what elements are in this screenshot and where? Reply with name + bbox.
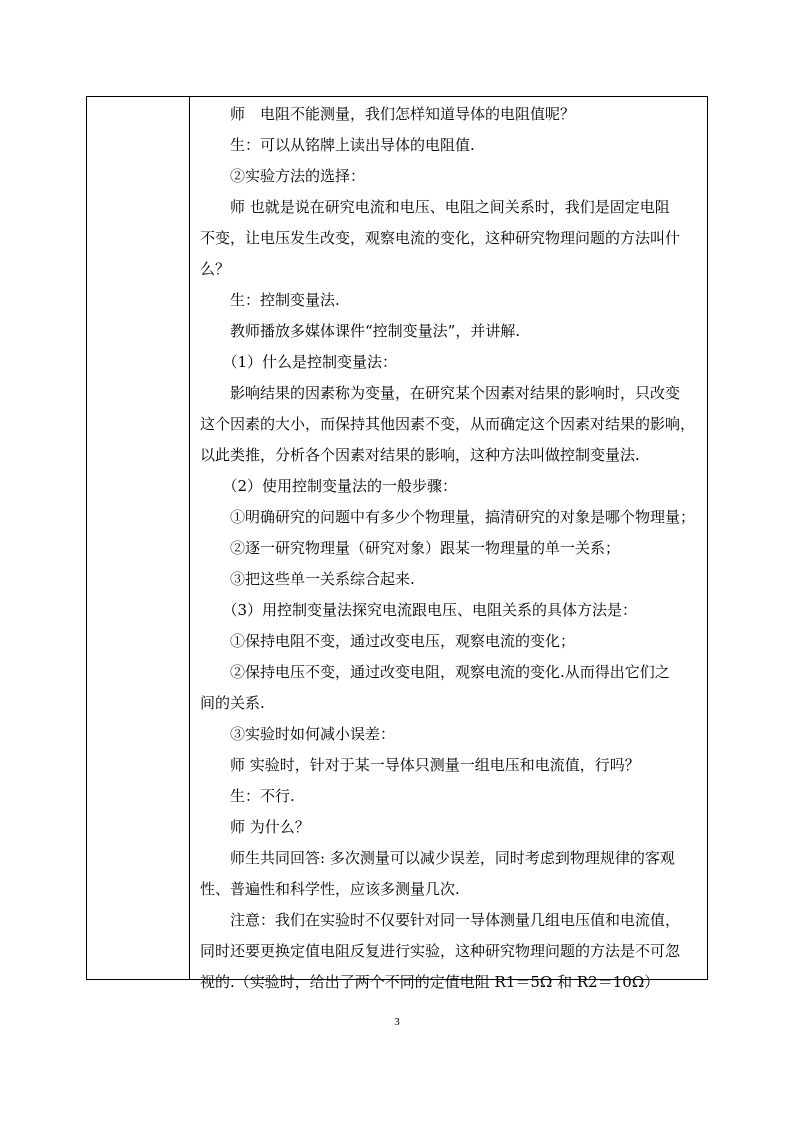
text-line: ②实验方法的选择： [200, 167, 366, 185]
table-content-cell [190, 97, 707, 991]
text-line: ③实验时如何减小误差： [200, 725, 396, 743]
text-line: ②保持电压不变，通过改变电阻，观察电流的变化.从而得出它们之 [200, 663, 670, 681]
text-line: 视的.（实验时，给出了两个不同的定值电阻 R1＝5Ω 和 R2＝10Ω） [200, 973, 660, 991]
text-line: 么？ [200, 260, 231, 278]
text-line: 教师播放多媒体课件“控制变量法”，并讲解. [200, 322, 521, 340]
text-line: 间的关系. [200, 694, 265, 712]
text-line: ②逐一研究物理量（研究对象）跟某一物理量的单一关系； [200, 539, 621, 557]
page-number: 3 [394, 1016, 400, 1028]
text-line: 以此类推，分析各个因素对结果的影响，这种方法叫做控制变量法. [200, 446, 640, 464]
text-line: 这个因素的大小，而保持其他因素不变，从而确定这个因素对结果的影响， [200, 415, 696, 433]
table-left-cell [87, 97, 190, 979]
text-line: 生：控制变量法. [200, 291, 340, 309]
text-line: （2）使用控制变量法的一般步骤： [200, 477, 458, 495]
text-line: 不变，让电压发生改变，观察电流的变化，这种研究物理问题的方法叫什 [200, 229, 681, 247]
text-line: ①明确研究的问题中有多少个物理量，搞清研究的对象是哪个物理量； [200, 508, 696, 526]
text-line: 性、普遍性和科学性，应该多测量几次. [200, 880, 460, 898]
lesson-table [86, 96, 708, 991]
text-line: 影响结果的因素称为变量，在研究某个因素对结果的影响时，只改变 [200, 384, 681, 402]
text-line: 同时还要更换定值电阻反复进行实验，这种研究物理问题的方法是不可忽 [200, 942, 681, 960]
text-line: 师 也就是说在研究电流和电压、电阻之间关系时，我们是固定电阻 [200, 198, 670, 216]
text-line: 生：不行. [200, 787, 295, 805]
text-line: ③把这些单一关系综合起来. [200, 570, 415, 588]
text-line: 师 为什么？ [200, 818, 310, 836]
text-line: 注意：我们在实验时不仅要针对同一导体测量几组电压值和电流值， [200, 911, 681, 929]
text-line: 师生共同回答: 多次测量可以减少误差，同时考虑到物理规律的客观 [200, 849, 675, 867]
text-line: 师 电阻不能测量，我们怎样知道导体的电阻值呢？ [200, 105, 576, 123]
text-line: （3）用控制变量法探究电流跟电压、电阻关系的具体方法是： [200, 601, 638, 619]
text-line: 生：可以从铭牌上读出导体的电阻值. [200, 136, 475, 154]
text-line: ①保持电阻不变，通过改变电压，观察电流的变化； [200, 632, 576, 650]
text-line: （1）什么是控制变量法： [200, 353, 398, 371]
text-line: 师 实验时，针对于某一导体只测量一组电压和电流值，行吗？ [200, 756, 640, 774]
